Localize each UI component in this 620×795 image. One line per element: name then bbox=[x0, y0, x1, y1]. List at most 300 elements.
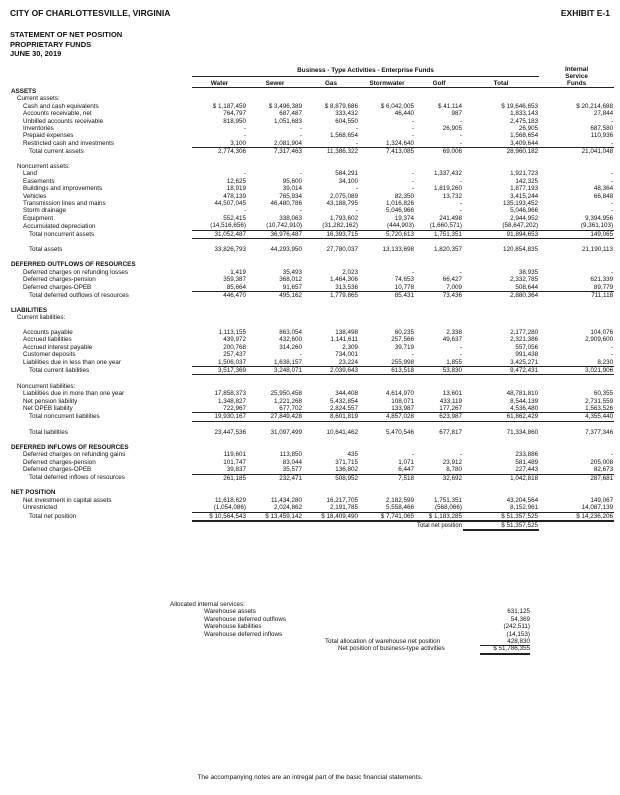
row-value: 149,067 bbox=[590, 496, 614, 504]
row-value: 13,133,698 bbox=[382, 246, 414, 254]
row-value: (14,516,656) bbox=[192, 222, 247, 230]
row-value: 241,498 bbox=[439, 214, 462, 222]
row-value bbox=[463, 444, 539, 451]
row-value: 1,833,143 bbox=[510, 110, 539, 118]
row-value bbox=[463, 307, 539, 314]
row-value bbox=[192, 95, 247, 102]
row-value bbox=[303, 254, 359, 261]
row-value: 711,118 bbox=[591, 291, 614, 299]
row-value: 613,518 bbox=[359, 366, 415, 374]
spacer-row bbox=[10, 299, 614, 306]
row-value: $ 20,214,688 bbox=[576, 102, 614, 110]
row-value bbox=[192, 322, 247, 329]
row-value: 19,930,167 bbox=[192, 413, 247, 421]
net-position-bta-value: $ 51,786,355 bbox=[480, 645, 530, 654]
row-value: 44,507,045 bbox=[214, 200, 246, 208]
row-value: 2,774,306 bbox=[217, 148, 246, 156]
row-value bbox=[359, 299, 415, 306]
row-value bbox=[415, 322, 463, 329]
row-value: 432,600 bbox=[279, 336, 302, 344]
row-label: Equipment bbox=[23, 214, 54, 222]
row-value bbox=[359, 156, 415, 163]
row-value: 38,935 bbox=[518, 268, 539, 276]
internal-header-line-1: Internal bbox=[565, 66, 589, 73]
row-value: 138,498 bbox=[335, 328, 358, 336]
row-value: 1,855 bbox=[415, 359, 463, 367]
row-value bbox=[415, 95, 463, 102]
table-row bbox=[10, 383, 614, 390]
row-value bbox=[359, 421, 415, 429]
row-value: - bbox=[243, 170, 246, 178]
row-value: - bbox=[299, 207, 302, 215]
row-value bbox=[192, 444, 247, 451]
row-value bbox=[463, 421, 539, 429]
alloc-total-value: 428,830 bbox=[480, 638, 530, 646]
row-label: Land bbox=[23, 170, 38, 178]
table-row bbox=[10, 118, 614, 125]
row-value: $ 14,236,206 bbox=[539, 512, 614, 521]
spacer-row bbox=[10, 482, 614, 489]
row-value bbox=[539, 375, 614, 383]
row-value bbox=[247, 421, 303, 429]
row-value: 8,230 bbox=[539, 359, 614, 367]
alloc-item-label: Warehouse deferred inflows bbox=[204, 630, 283, 638]
row-value: 5,720,613 bbox=[359, 230, 415, 238]
row-value bbox=[539, 489, 614, 496]
row-value bbox=[303, 322, 359, 329]
alloc-item-value: (242,511) bbox=[503, 623, 530, 631]
row-value: (1,054,086) bbox=[192, 504, 247, 512]
row-value bbox=[415, 261, 463, 268]
row-value: 1,751,351 bbox=[415, 230, 463, 238]
row-value bbox=[463, 156, 539, 163]
row-value bbox=[415, 163, 463, 170]
row-label: Inventories bbox=[23, 125, 54, 133]
row-label: Total current assets bbox=[29, 147, 84, 155]
row-value: 10,641,462 bbox=[326, 429, 358, 437]
row-label: Accumulated depreciation bbox=[23, 222, 96, 230]
spacer-row bbox=[10, 322, 614, 329]
row-label: Accrued interest payable bbox=[23, 343, 93, 351]
table-row bbox=[10, 132, 614, 139]
row-value: - bbox=[355, 125, 358, 133]
row-value: 3,425,271 bbox=[463, 359, 539, 367]
row-value: 338,063 bbox=[279, 214, 302, 222]
row-value: - bbox=[411, 132, 414, 140]
row-value bbox=[463, 239, 539, 247]
row-value bbox=[415, 489, 463, 496]
row-value bbox=[192, 254, 247, 261]
row-value: 104,076 bbox=[590, 328, 614, 336]
row-value: 5,558,466 bbox=[359, 504, 415, 512]
row-value bbox=[247, 444, 303, 451]
row-value bbox=[303, 88, 359, 96]
row-value: 734,001 bbox=[335, 351, 358, 359]
section-header-row bbox=[10, 489, 614, 496]
row-value: 9,472,431 bbox=[463, 366, 539, 374]
row-value: 18,919 bbox=[226, 185, 246, 193]
col-gas: Gas bbox=[303, 76, 359, 87]
row-value bbox=[303, 239, 359, 247]
row-value: 13,601 bbox=[442, 390, 462, 398]
row-value bbox=[192, 156, 247, 163]
row-value bbox=[247, 156, 303, 163]
spacer-row bbox=[10, 437, 614, 444]
row-value: 5,046,966 bbox=[510, 207, 539, 215]
row-label: Current liabilities: bbox=[17, 314, 66, 322]
row-value: 3,415,244 bbox=[510, 192, 539, 200]
row-value: 1,051,683 bbox=[273, 117, 302, 125]
row-value: 3,517,369 bbox=[192, 366, 247, 374]
row-value bbox=[415, 375, 463, 383]
row-value bbox=[539, 314, 614, 321]
row-label: Deferred charges-OPEB bbox=[23, 466, 92, 474]
row-value: 765,934 bbox=[279, 192, 302, 200]
row-value: 43,204,564 bbox=[506, 496, 539, 504]
row-value: 10,778 bbox=[359, 284, 415, 292]
table-row bbox=[10, 451, 614, 458]
internal-header-line-3: Funds bbox=[566, 80, 587, 87]
row-value: 2,321,386 bbox=[510, 336, 539, 344]
row-value: 27,780,037 bbox=[326, 246, 358, 254]
row-value: 2,332,785 bbox=[510, 276, 539, 284]
row-value: - bbox=[411, 117, 414, 125]
footer-note: The accompanying notes are an intregal part of the basic financial statements. bbox=[197, 774, 423, 781]
row-value: 91,894,653 bbox=[463, 230, 539, 238]
row-value: 4,614,970 bbox=[385, 390, 414, 398]
row-value: 71,334,860 bbox=[506, 429, 539, 437]
row-value: 1,568,654 bbox=[329, 132, 358, 140]
row-value: 2,081,904 bbox=[247, 140, 303, 148]
table-row bbox=[10, 230, 614, 238]
total-net-position-value: $ 51,357,525 bbox=[463, 521, 539, 530]
row-value: (444,903) bbox=[359, 222, 415, 230]
row-value: 1,016,826 bbox=[385, 200, 414, 208]
row-value bbox=[247, 299, 303, 306]
row-value bbox=[463, 314, 539, 321]
row-value: 5,046,966 bbox=[385, 207, 414, 215]
table-row bbox=[10, 170, 614, 177]
row-value: 46,440 bbox=[394, 110, 414, 118]
row-label: Total noncurrent assets bbox=[29, 230, 95, 238]
statement-rows bbox=[10, 88, 614, 531]
row-value bbox=[192, 437, 247, 444]
spacer-row bbox=[10, 421, 614, 429]
row-value: - bbox=[459, 351, 462, 359]
row-label bbox=[10, 437, 192, 444]
net-position-total-row bbox=[10, 521, 614, 530]
row-value: 13,732 bbox=[442, 192, 462, 200]
row-label bbox=[10, 299, 192, 306]
row-value: 53,830 bbox=[415, 366, 463, 374]
row-value: 2,075,089 bbox=[329, 192, 358, 200]
row-value: 2,024,862 bbox=[247, 504, 303, 512]
row-label: Net OPEB liability bbox=[23, 405, 73, 413]
row-value bbox=[359, 375, 415, 383]
alloc-item-label: Warehouse deferred outflows bbox=[204, 615, 287, 623]
row-value: 232,471 bbox=[279, 474, 302, 482]
row-label bbox=[10, 421, 192, 429]
row-value bbox=[247, 489, 303, 496]
row-value bbox=[192, 307, 247, 314]
col-stormwater: Stormwater bbox=[359, 76, 415, 87]
row-value: 28,960,182 bbox=[506, 148, 539, 156]
row-value: 557,056 bbox=[515, 343, 539, 351]
row-value bbox=[192, 88, 247, 96]
row-value bbox=[359, 314, 415, 321]
fund-type-title: PROPRIETARY FUNDS bbox=[10, 39, 92, 49]
row-value: 287,681 bbox=[590, 474, 614, 482]
row-value: 69,006 bbox=[442, 148, 462, 156]
row-value bbox=[359, 444, 415, 451]
row-value: 14,087,139 bbox=[539, 504, 614, 512]
row-value bbox=[463, 489, 539, 496]
row-label: Restricted cash and investments bbox=[23, 140, 114, 148]
row-value: 987 bbox=[451, 110, 462, 118]
row-value: 1,221,268 bbox=[273, 397, 302, 405]
table-row bbox=[10, 215, 614, 222]
row-value: 36,976,487 bbox=[247, 230, 303, 238]
row-value: 23,447,536 bbox=[214, 429, 246, 437]
row-value bbox=[539, 239, 614, 247]
row-value: 508,644 bbox=[463, 284, 539, 292]
row-value: 1,337,432 bbox=[433, 170, 462, 178]
row-value bbox=[415, 88, 463, 96]
row-value: $ 10,564,543 bbox=[192, 512, 247, 521]
row-label: Total deferred outflows of resources bbox=[29, 291, 129, 299]
row-value: 110,936 bbox=[590, 132, 614, 140]
row-value: - bbox=[459, 132, 462, 140]
row-value: - bbox=[610, 351, 614, 359]
row-value: 1,751,351 bbox=[433, 496, 462, 504]
row-value: 95,600 bbox=[282, 177, 302, 185]
row-value bbox=[463, 482, 539, 489]
row-value bbox=[415, 314, 463, 321]
row-value bbox=[463, 261, 539, 268]
row-value: 1,141,611 bbox=[330, 336, 358, 344]
row-value: 359,387 bbox=[223, 276, 246, 284]
row-value: 44,293,950 bbox=[270, 246, 302, 254]
row-value: 61,862,429 bbox=[463, 413, 539, 421]
row-value: 2,909,600 bbox=[585, 336, 614, 344]
row-value bbox=[303, 307, 359, 314]
row-value bbox=[463, 437, 539, 444]
row-value: 2,338 bbox=[446, 328, 462, 336]
row-label: Unbilled accounts receivable bbox=[23, 117, 104, 125]
row-label: Total liabilities bbox=[29, 429, 68, 437]
row-value: 200,768 bbox=[223, 343, 246, 351]
row-value: 623,987 bbox=[415, 413, 463, 421]
row-value bbox=[192, 239, 247, 247]
row-value: 677,817 bbox=[439, 429, 462, 437]
spacer-row bbox=[10, 156, 614, 163]
row-value bbox=[192, 314, 247, 321]
row-value: - bbox=[610, 268, 614, 276]
row-value: 11,434,280 bbox=[270, 496, 302, 504]
row-value: 1,113,155 bbox=[218, 328, 246, 336]
row-value: 26,905 bbox=[442, 125, 462, 133]
row-value bbox=[192, 299, 247, 306]
row-value: 7,377,346 bbox=[585, 429, 614, 437]
row-value: 4,536,480 bbox=[463, 405, 539, 413]
row-value: 66,848 bbox=[593, 192, 614, 200]
row-value: 333,432 bbox=[335, 110, 358, 118]
table-row bbox=[10, 269, 614, 276]
internal-service-funds-header bbox=[539, 66, 614, 88]
table-row bbox=[10, 497, 614, 504]
row-value bbox=[303, 261, 359, 268]
row-value: 177,267 bbox=[415, 405, 463, 413]
row-label: LIABILITIES bbox=[11, 306, 48, 314]
row-value: 74,653 bbox=[394, 276, 414, 284]
row-value: 60,355 bbox=[593, 390, 614, 398]
row-value: - bbox=[355, 185, 358, 193]
table-row bbox=[10, 405, 614, 413]
table-row bbox=[10, 185, 614, 192]
table-row bbox=[10, 193, 614, 200]
row-value: 6,447 bbox=[359, 466, 415, 474]
row-value bbox=[247, 261, 303, 268]
row-value: 135,193,452 bbox=[503, 200, 539, 208]
row-value: 5,470,546 bbox=[385, 429, 414, 437]
row-value bbox=[463, 375, 539, 383]
row-value: 35,493 bbox=[282, 268, 302, 276]
row-value: - bbox=[299, 351, 302, 359]
row-label: Deferred charges on refunding losses bbox=[23, 268, 129, 276]
row-value bbox=[247, 375, 303, 383]
table-row bbox=[10, 413, 614, 421]
row-value bbox=[303, 383, 359, 390]
row-value: (568,066) bbox=[415, 504, 463, 512]
row-value bbox=[359, 163, 415, 170]
row-value bbox=[359, 239, 415, 247]
alloc-item-value: (14,153) bbox=[506, 630, 530, 638]
row-value: 2,177,280 bbox=[510, 328, 539, 336]
row-value: - bbox=[539, 140, 614, 148]
row-label: Accounts payable bbox=[23, 328, 73, 336]
table-row bbox=[10, 512, 614, 521]
table-row bbox=[10, 344, 614, 351]
row-label: Total current liabilities bbox=[29, 366, 90, 374]
row-value: - bbox=[243, 125, 246, 133]
row-label bbox=[10, 156, 192, 163]
row-value: 863,054 bbox=[279, 328, 302, 336]
row-value: 1,638,157 bbox=[247, 359, 303, 367]
row-value: 3,021,906 bbox=[539, 366, 614, 374]
alloc-item-label: Warehouse liabilities bbox=[204, 623, 262, 631]
row-value: 1,820,357 bbox=[433, 246, 462, 254]
col-total: Total bbox=[463, 76, 539, 87]
row-value bbox=[303, 489, 359, 496]
row-value bbox=[303, 437, 359, 444]
row-value: - bbox=[299, 170, 302, 178]
row-value: 11,386,322 bbox=[326, 148, 358, 156]
table-row bbox=[10, 178, 614, 185]
table-row bbox=[10, 125, 614, 132]
table-row bbox=[10, 366, 614, 374]
row-label: Net investment in capital assets bbox=[23, 496, 112, 504]
row-value: 119,601 bbox=[223, 451, 246, 459]
row-value bbox=[359, 88, 415, 96]
row-value bbox=[247, 95, 303, 102]
net-position-bta-label: Net position of business-type activities bbox=[338, 645, 445, 653]
table-row bbox=[10, 466, 614, 474]
row-label bbox=[10, 322, 192, 329]
row-value bbox=[247, 307, 303, 314]
row-value: 368,012 bbox=[279, 276, 302, 284]
table-row bbox=[10, 336, 614, 343]
row-value: 89,779 bbox=[539, 284, 614, 292]
row-value: 34,100 bbox=[338, 177, 358, 185]
row-value bbox=[359, 322, 415, 329]
row-value: 1,348,827 bbox=[217, 397, 246, 405]
row-label: Deferred charges-pension bbox=[23, 276, 96, 284]
row-value: - bbox=[411, 185, 414, 193]
row-value: - bbox=[610, 451, 614, 459]
row-value: 27,849,428 bbox=[247, 413, 303, 421]
row-value: 101,747 bbox=[223, 458, 246, 466]
section-header-row bbox=[10, 261, 614, 268]
row-value bbox=[539, 444, 614, 451]
row-value bbox=[192, 421, 247, 429]
row-value: 43,188,795 bbox=[326, 200, 358, 208]
row-value: 19,374 bbox=[394, 214, 414, 222]
row-label: Unrestricted bbox=[23, 504, 57, 512]
row-value: 8,152,961 bbox=[463, 504, 539, 512]
table-row bbox=[10, 163, 614, 170]
row-value: - bbox=[459, 117, 462, 125]
row-value bbox=[415, 482, 463, 489]
row-value: 2,475,183 bbox=[510, 117, 539, 125]
row-value bbox=[247, 254, 303, 261]
row-label: ASSETS bbox=[11, 87, 37, 95]
row-value: 433,119 bbox=[439, 397, 462, 405]
row-value: 1,464,306 bbox=[329, 276, 358, 284]
row-value: 4,355,440 bbox=[539, 413, 614, 421]
row-label bbox=[10, 254, 192, 261]
allocation-section bbox=[170, 601, 530, 653]
row-value: 257,437 bbox=[223, 351, 246, 359]
row-value: - bbox=[610, 343, 614, 351]
row-value: 8,544,139 bbox=[510, 397, 539, 405]
total-net-position-label: Total net position bbox=[416, 522, 462, 529]
row-value: (9,361,103) bbox=[539, 222, 614, 230]
col-water: Water bbox=[192, 76, 247, 87]
row-value: 439,972 bbox=[223, 336, 246, 344]
row-value: 31,097,499 bbox=[270, 429, 302, 437]
table-row bbox=[10, 148, 614, 156]
row-label: Total assets bbox=[29, 246, 63, 254]
row-value bbox=[415, 307, 463, 314]
row-value bbox=[539, 322, 614, 329]
row-value: 16,393,715 bbox=[303, 230, 359, 238]
exhibit-label: EXHIBIT E-1 bbox=[560, 8, 610, 18]
row-value bbox=[539, 88, 614, 96]
row-value: 16,217,705 bbox=[326, 496, 358, 504]
row-value: 3,100 bbox=[192, 140, 247, 148]
row-value: $ 7,741,065 bbox=[359, 512, 415, 521]
row-value: 2,023 bbox=[342, 268, 358, 276]
row-value bbox=[192, 261, 247, 268]
row-value bbox=[303, 314, 359, 321]
row-value: 1,042,818 bbox=[510, 474, 539, 482]
row-value bbox=[247, 437, 303, 444]
row-value: 687,580 bbox=[590, 125, 614, 133]
row-value bbox=[192, 383, 247, 390]
row-value: 91,657 bbox=[247, 284, 303, 292]
row-label: Customer deposits bbox=[23, 351, 76, 359]
table-row bbox=[10, 459, 614, 466]
